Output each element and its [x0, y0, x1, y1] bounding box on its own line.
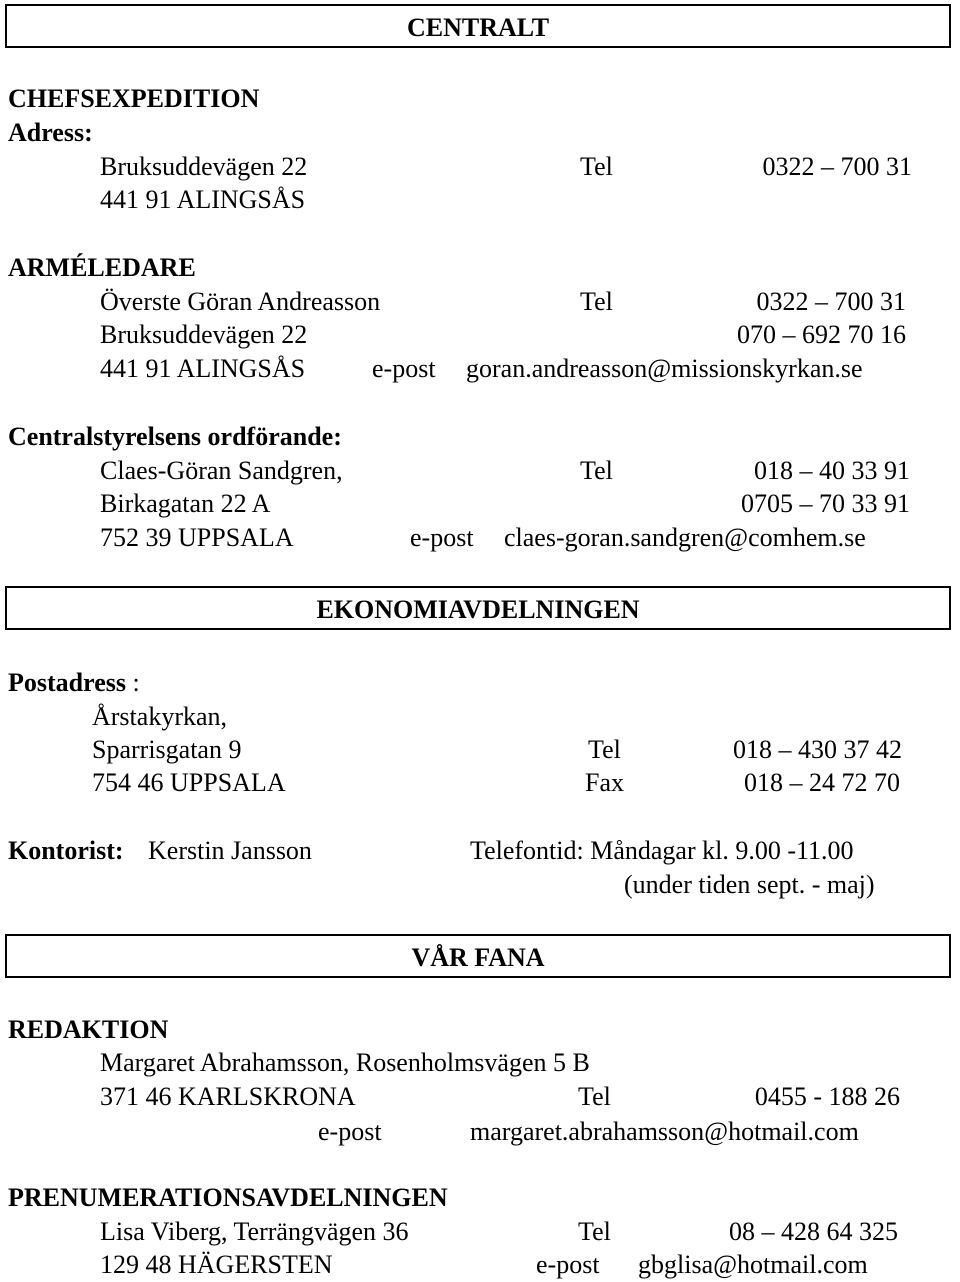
armeledare-street: Bruksuddevägen 22 — [100, 320, 308, 349]
ordforande-tel: 018 – 40 33 91 — [754, 456, 910, 485]
armeledare-city: 441 91 ALINGSÅS — [100, 354, 306, 383]
ekonomi-header-box — [5, 586, 951, 630]
ekonomi-fax-label: Fax — [585, 768, 624, 797]
redaktion-epost-label: e-post — [318, 1117, 382, 1146]
armeledare-heading: ARMÉLEDARE — [8, 253, 196, 282]
redaktion-heading: REDAKTION — [8, 1015, 169, 1044]
centralt-header-box — [5, 4, 951, 48]
ordforande-heading: Centralstyrelsens ordförande: — [8, 422, 342, 451]
armeledare-tel: 0322 – 700 31 — [756, 287, 906, 316]
prenumeration-tel: 08 – 428 64 325 — [729, 1217, 898, 1246]
ordforande-tel-label: Tel — [580, 456, 613, 485]
armeledare-mobile: 070 – 692 70 16 — [737, 320, 906, 349]
ekonomi-kontorist-label: Kontorist: — [8, 836, 124, 865]
ekonomi-city: 754 46 UPPSALA — [92, 768, 286, 797]
ordforande-name: Claes-Göran Sandgren, — [100, 456, 343, 485]
ordforande-street: Birkagatan 22 A — [100, 489, 271, 518]
ekonomi-telefontid-note: (under tiden sept. - maj) — [624, 870, 875, 899]
ekonomi-kontorist-name: Kerstin Jansson — [148, 836, 312, 865]
redaktion-name-address: Margaret Abrahamsson, Rosenholmsvägen 5 B — [100, 1048, 590, 1077]
armeledare-tel-label: Tel — [580, 287, 613, 316]
redaktion-tel: 0455 - 188 26 — [754, 1082, 900, 1111]
chefsexpedition-adress-label: Adress: — [8, 118, 93, 147]
prenumeration-epost-label: e-post — [536, 1250, 600, 1279]
prenumeration-name-address: Lisa Viberg, Terrängvägen 36 — [100, 1217, 409, 1246]
ekonomi-street: Sparrisgatan 9 — [92, 735, 242, 764]
ordforande-email: claes-goran.sandgren@comhem.se — [504, 523, 866, 552]
ekonomi-tel: 018 – 430 37 42 — [733, 735, 902, 764]
chefsexpedition-tel: 0322 – 700 31 — [762, 152, 912, 181]
ekonomi-line1: Årstakyrkan, — [92, 702, 228, 731]
ordforande-city: 752 39 UPPSALA — [100, 523, 294, 552]
chefsexpedition-street: Bruksuddevägen 22 — [100, 152, 308, 181]
ekonomi-postadress-colon: : — [125, 668, 140, 697]
ekonomi-postadress-label: Postadress — [8, 668, 126, 697]
ekonomi-title: EKONOMIAVDELNINGEN — [316, 595, 640, 624]
armeledare-epost-label: e-post — [372, 354, 436, 383]
chefsexpedition-city: 441 91 ALINGSÅS — [100, 185, 306, 214]
ekonomi-tel-label: Tel — [588, 735, 621, 764]
prenumeration-tel-label: Tel — [578, 1217, 611, 1246]
ordforande-mobile: 0705 – 70 33 91 — [741, 489, 910, 518]
chefsexpedition-heading: CHEFSEXPEDITION — [8, 84, 260, 113]
varfana-header-box — [5, 934, 951, 978]
prenumeration-email: gbglisa@hotmail.com — [638, 1250, 868, 1279]
varfana-title: VÅR FANA — [411, 943, 545, 972]
ekonomi-fax: 018 – 24 72 70 — [744, 768, 900, 797]
prenumeration-city: 129 48 HÄGERSTEN — [100, 1250, 333, 1279]
redaktion-city: 371 46 KARLSKRONA — [100, 1082, 356, 1111]
chefsexpedition-tel-label: Tel — [580, 152, 613, 181]
prenumeration-heading: PRENUMERATIONSAVDELNINGEN — [8, 1183, 448, 1212]
armeledare-name: Överste Göran Andreasson — [100, 287, 381, 316]
redaktion-email: margaret.abrahamsson@hotmail.com — [470, 1117, 859, 1146]
centralt-title: CENTRALT — [406, 13, 550, 42]
ekonomi-telefontid: Telefontid: Måndagar kl. 9.00 -11.00 — [470, 836, 854, 865]
armeledare-email: goran.andreasson@missionskyrkan.se — [466, 354, 863, 383]
ordforande-epost-label: e-post — [410, 523, 474, 552]
redaktion-tel-label: Tel — [578, 1082, 611, 1111]
ekonomi-postadress — [8, 670, 140, 696]
